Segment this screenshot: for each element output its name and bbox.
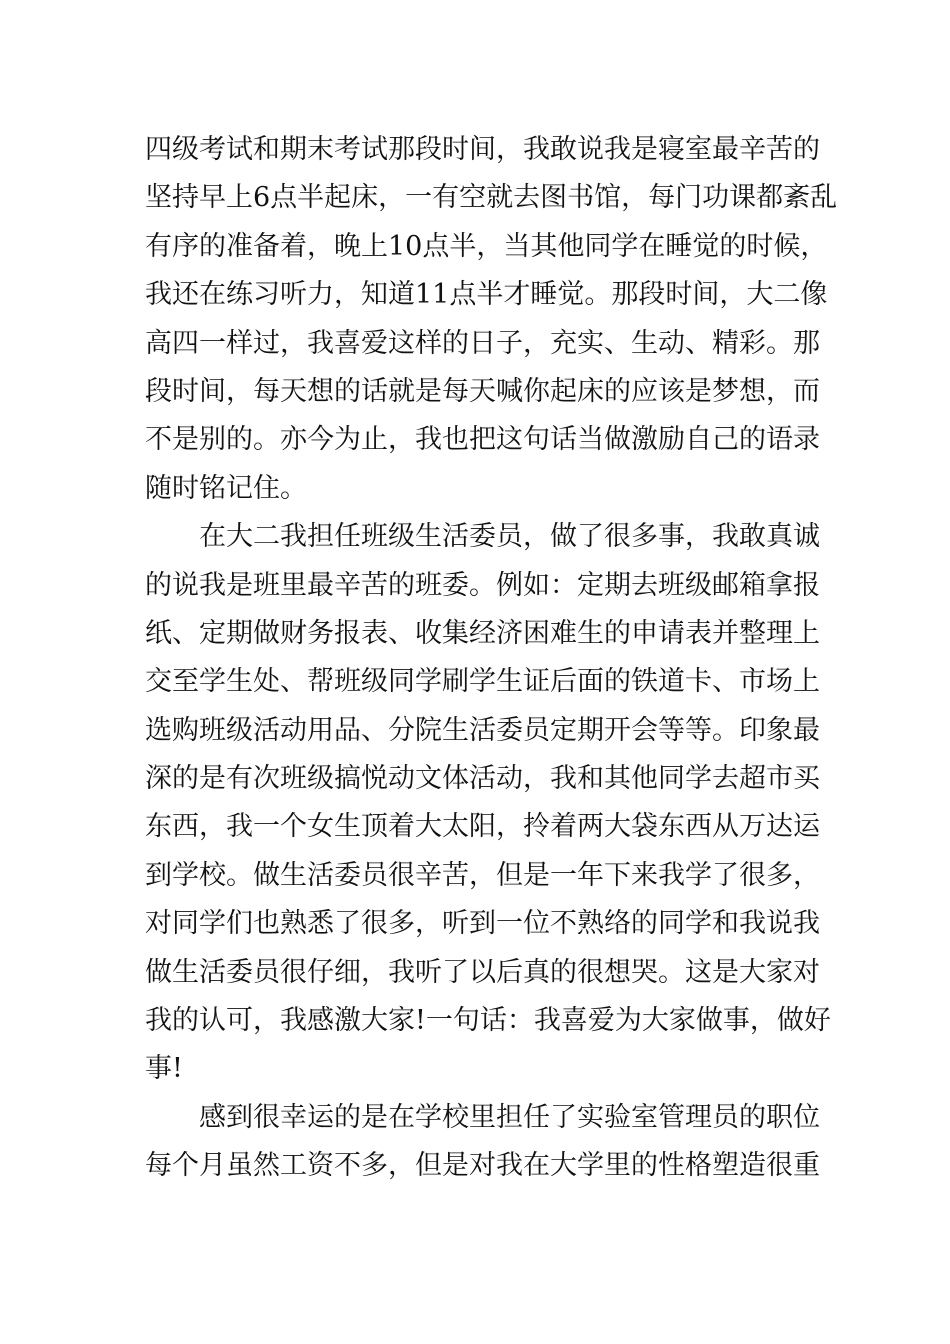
text-line: 的说我是班里最辛苦的班委。例如：定期去班级邮箱拿报 xyxy=(145,569,820,601)
text-line: 坚持早上6点半起床，一有空就去图书馆，每门功课都紊乱 xyxy=(145,182,838,214)
text-line: 事! xyxy=(145,1053,183,1085)
text-line: 选购班级活动用品、分院生活委员定期开会等等。印象最 xyxy=(145,714,820,746)
text-line: 到学校。做生活委员很辛苦，但是一年下来我学了很多， xyxy=(145,859,820,891)
text-line: 随时铭记住。 xyxy=(145,472,307,504)
text-line: 交至学生处、帮班级同学刷学生证后面的铁道卡、市场上 xyxy=(145,666,820,698)
text-line: 我还在练习听力，知道11点半才睡觉。那段时间，大二像 xyxy=(145,279,828,311)
text-line: 四级考试和期末考试那段时间，我敢说我是寝室最辛苦的 xyxy=(145,134,820,165)
text-line: 在大二我担任班级生活委员，做了很多事，我敢真诚 xyxy=(199,521,820,553)
text-line: 高四一样过，我喜爱这样的日子，充实、生动、精彩。那 xyxy=(145,327,820,359)
text-line: 每个月虽然工资不多，但是对我在大学里的性格塑造很重 xyxy=(145,1150,820,1182)
text-line: 不是别的。亦今为止，我也把这句话当做激励自己的语录 xyxy=(145,424,820,456)
text-line: 我的认可，我感激大家!一句话：我喜爱为大家做事，做好 xyxy=(145,1005,831,1037)
text-line: 纸、定期做财务报表、收集经济困难生的申请表并整理上 xyxy=(145,617,820,649)
text-line: 深的是有次班级搞悦动文体活动，我和其他同学去超市买 xyxy=(145,763,820,795)
text-line: 有序的准备着，晚上10点半，当其他同学在睡觉的时候， xyxy=(145,230,828,262)
text-line: 做生活委员很仔细，我听了以后真的很想哭。这是大家对 xyxy=(145,956,820,988)
text-line: 感到很幸运的是在学校里担任了实验室管理员的职位 xyxy=(199,1101,820,1133)
body-text xyxy=(145,126,838,1191)
text-line: 东西，我一个女生顶着大太阳，拎着两大袋东西从万达运 xyxy=(145,811,820,843)
text-line: 对同学们也熟悉了很多，听到一位不熟络的同学和我说我 xyxy=(145,908,820,940)
text-line: 段时间，每天想的话就是每天喊你起床的应该是梦想，而 xyxy=(145,375,820,407)
